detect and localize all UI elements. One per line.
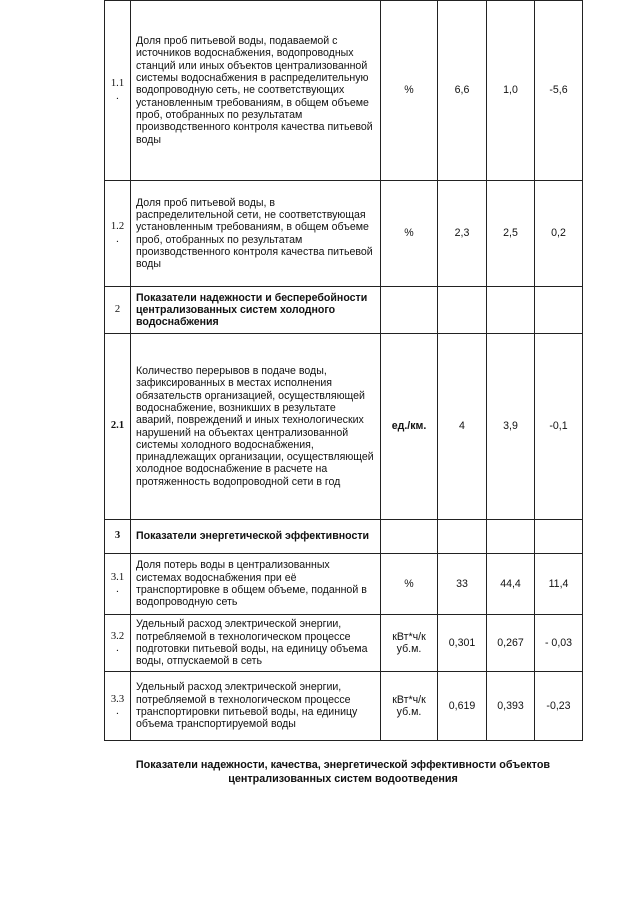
value-cell: [487, 287, 535, 334]
row-number: 1.2 .: [105, 181, 131, 287]
value-cell: 1,0: [487, 1, 535, 181]
row-number: 2: [105, 287, 131, 334]
value-cell: 6,6: [438, 1, 487, 181]
unit-cell: [381, 520, 438, 554]
value-cell: 0,2: [535, 181, 583, 287]
section-title: Показатели надежности и бесперебойности централизованных систем холодного водоснабжения: [131, 287, 381, 334]
section-caption: [104, 758, 582, 786]
table-row: [105, 615, 583, 672]
value-cell: 0,393: [487, 672, 535, 741]
row-number: 3.1 .: [105, 554, 131, 615]
value-cell: [535, 520, 583, 554]
value-cell: 3,9: [487, 334, 535, 520]
value-cell: [535, 287, 583, 334]
value-cell: [487, 520, 535, 554]
value-cell: 0,267: [487, 615, 535, 672]
row-number: 3.2 .: [105, 615, 131, 672]
row-number: 1.1 .: [105, 1, 131, 181]
value-cell: 44,4: [487, 554, 535, 615]
value-cell: 0,301: [438, 615, 487, 672]
value-cell: 2,5: [487, 181, 535, 287]
unit-cell: кВт*ч/к уб.м.: [381, 672, 438, 741]
caption-line: Показатели надежности, качества, энергетической эффективности объектов: [135, 759, 551, 771]
value-cell: 11,4: [535, 554, 583, 615]
indicator-description: Доля проб питьевой воды, подаваемой с источников водоснабжения, водопроводных станций или иных объектов централизованной системы водоснабжения в распределительную водопроводную сеть, не соответствующих установленным требованиям, в общем объеме проб, отобранных по результатам производственного контроля качества питьевой воды: [131, 1, 381, 181]
unit-cell: %: [381, 181, 438, 287]
table-row: [105, 672, 583, 741]
table-row: [105, 181, 583, 287]
table-row: [105, 1, 583, 181]
indicator-description: Удельный расход электрической энергии, потребляемой в технологическом процессе подготовки питьевой воды, на единицу объема воды, отпускаемой в сеть: [131, 615, 381, 672]
value-cell: -0,1: [535, 334, 583, 520]
section-header-row: [105, 520, 583, 554]
unit-cell: ед./км.: [381, 334, 438, 520]
value-cell: -5,6: [535, 1, 583, 181]
value-cell: 2,3: [438, 181, 487, 287]
unit-cell: %: [381, 554, 438, 615]
indicators-table: [104, 0, 583, 741]
section-title: Показатели энергетической эффективности: [131, 520, 381, 554]
row-number: 3.3 .: [105, 672, 131, 741]
row-number: 3: [105, 520, 131, 554]
value-cell: 0,619: [438, 672, 487, 741]
unit-cell: кВт*ч/к уб.м.: [381, 615, 438, 672]
indicator-description: Доля проб питьевой воды, в распределительной сети, не соответствующая установленным требованиям, в общем объеме проб, отобранных по результатам производственного контроля качества питьевой воды: [131, 181, 381, 287]
row-number: 2.1: [105, 334, 131, 520]
indicator-description: Удельный расход электрической энергии, потребляемой в технологическом процессе транспортировки питьевой воды, на единицу объема транспортируемой воды: [131, 672, 381, 741]
value-cell: [438, 520, 487, 554]
unit-cell: %: [381, 1, 438, 181]
table-row: [105, 334, 583, 520]
indicator-description: Доля потерь воды в централизованных системах водоснабжения при её транспортировке в общем объеме, поданной в водопроводную сеть: [131, 554, 381, 615]
table-row: [105, 554, 583, 615]
caption-line: централизованных систем водоотведения: [228, 773, 458, 785]
value-cell: [438, 287, 487, 334]
value-cell: -0,23: [535, 672, 583, 741]
section-header-row: [105, 287, 583, 334]
value-cell: 4: [438, 334, 487, 520]
value-cell: - 0,03: [535, 615, 583, 672]
indicator-description: Количество перерывов в подаче воды, зафиксированных в местах исполнения обязательств организацией, осуществляющей водоснабжение, возникших в результате аварий, повреждений и иных технологических нарушений на объектах централизованной системы холодного водоснабжения, принадлежащих организации, осуществляющей холодное водоснабжение в расчете на протяженность водопроводной сети в год: [131, 334, 381, 520]
value-cell: 33: [438, 554, 487, 615]
unit-cell: [381, 287, 438, 334]
